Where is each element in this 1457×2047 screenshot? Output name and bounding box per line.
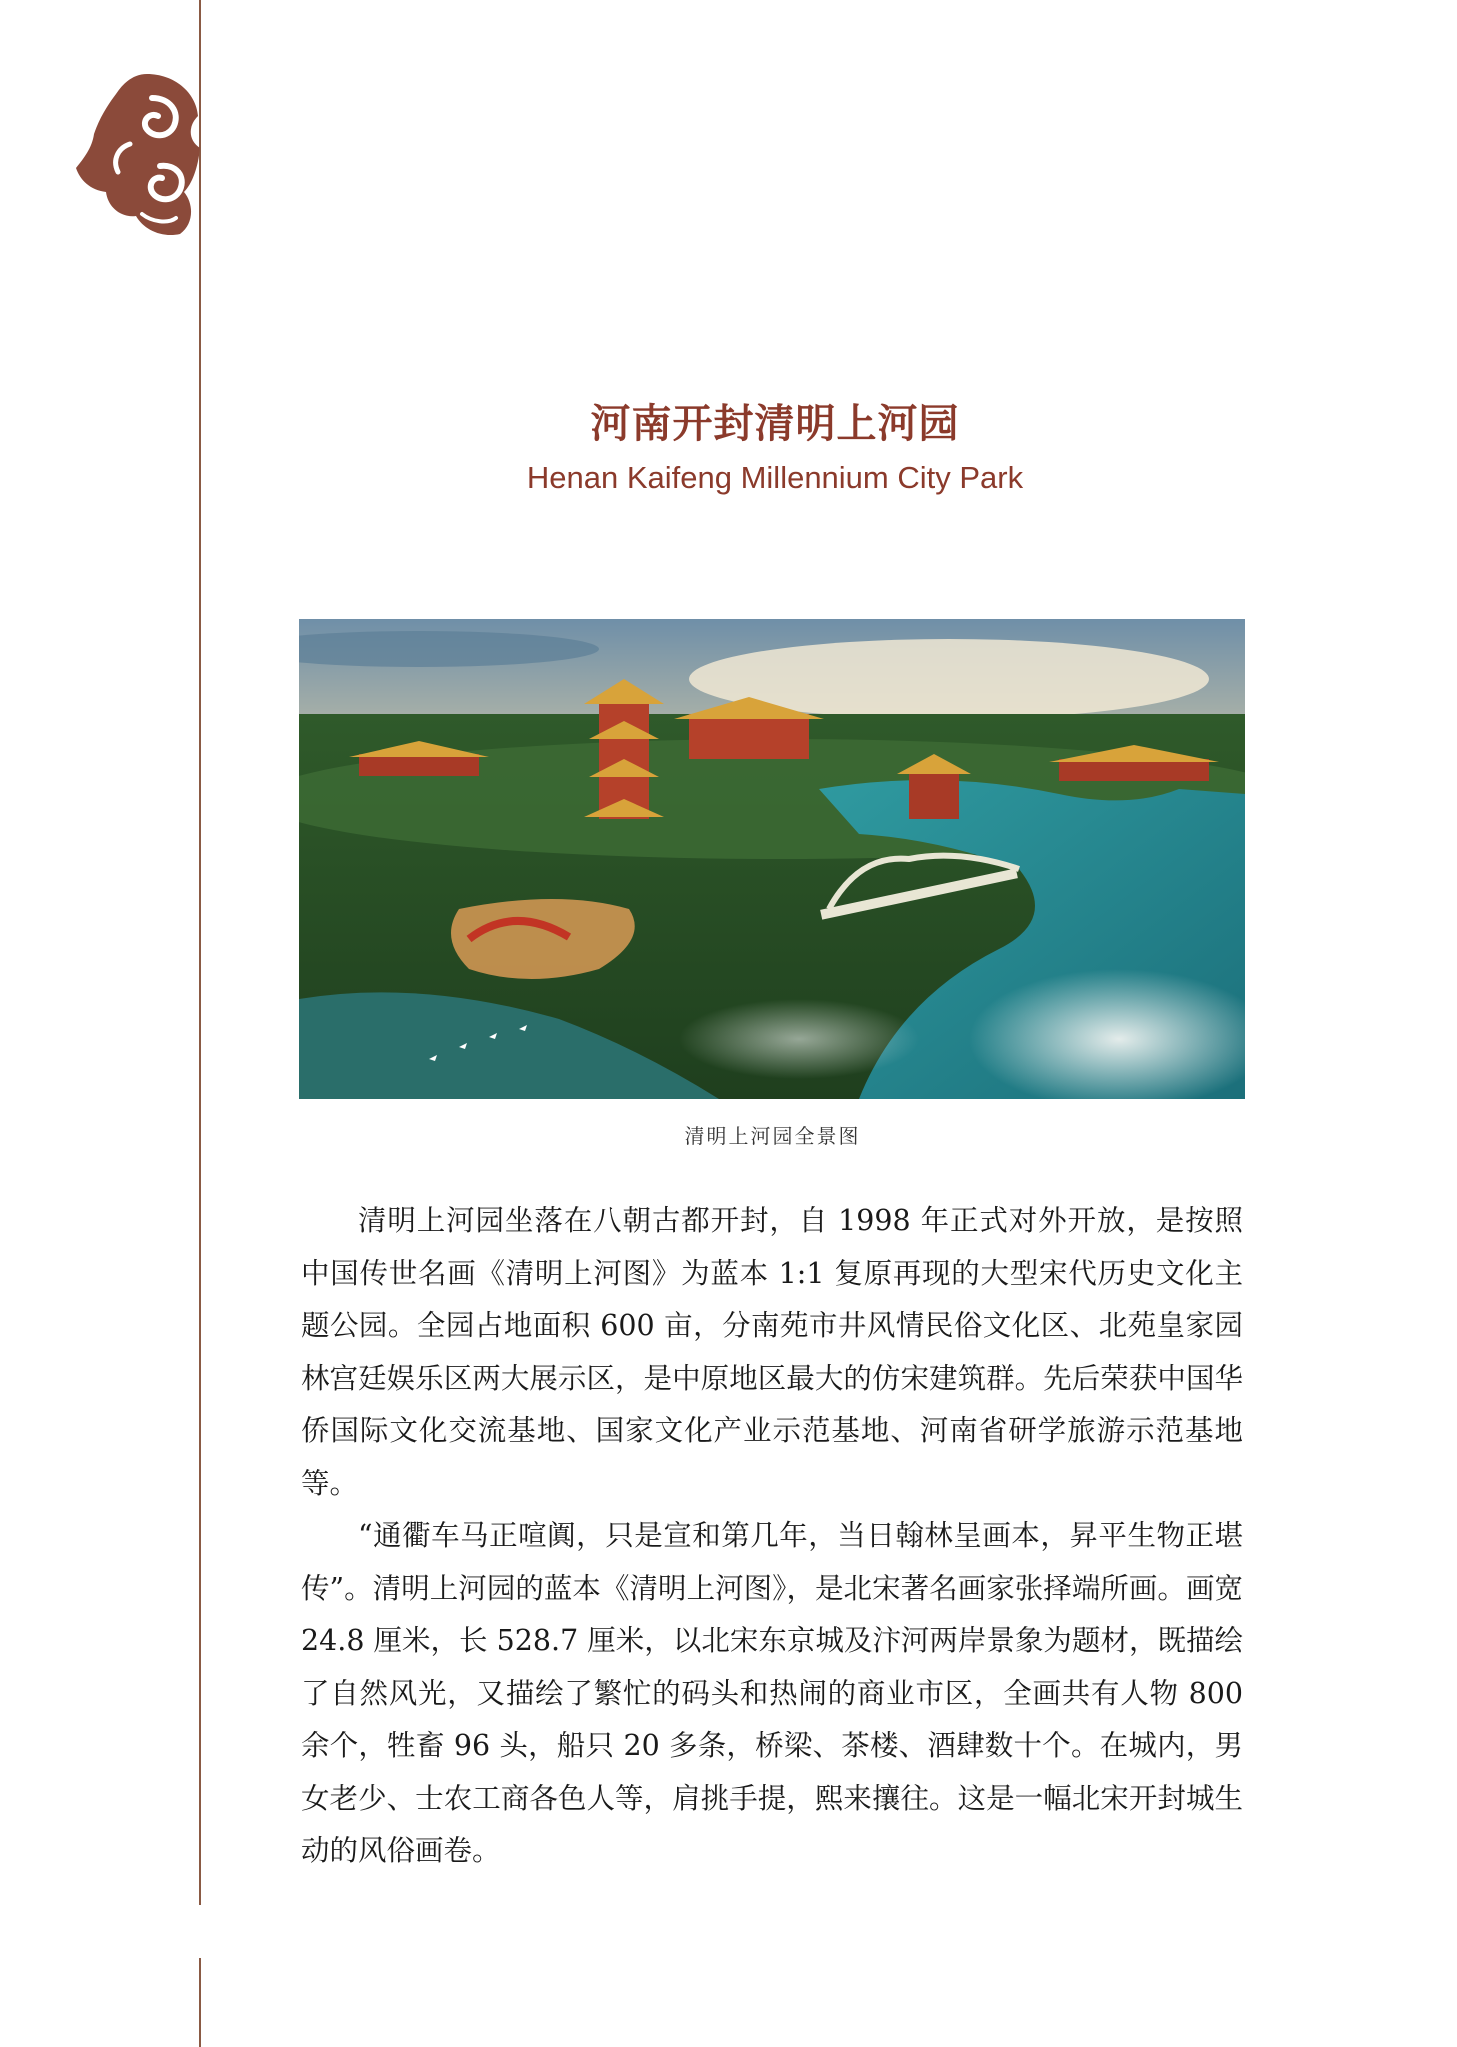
article-body xyxy=(301,1195,1243,1878)
paragraph: 清明上河园坐落在八朝古都开封，自 1998 年正式对外开放，是按照中国传世名画《清明上河图》为蓝本 1:1 复原再现的大型宋代历史文化主题公园。全园占地面积 600 亩，分南苑市井风情民俗文化区、北苑皇家园林宫廷娱乐区两大展示区，是中原地区最大的仿宋建筑群。先后荣获中国华侨国际文化交流基地、国家文化产业示范基地、河南省研学旅游示范基地等。 xyxy=(301,1204,1243,1500)
margin-rule-top xyxy=(199,0,201,1905)
auspicious-cloud-icon xyxy=(72,68,202,238)
page-subtitle: Henan Kaifeng Millennium City Park xyxy=(526,460,1024,495)
park-panorama-photo xyxy=(299,619,1245,1099)
page-title: 河南开封清明上河园 xyxy=(590,401,960,447)
photo-caption: 清明上河园全景图 xyxy=(684,1124,861,1148)
paragraph: “通衢车马正喧阗，只是宣和第几年，当日翰林呈画本，昇平生物正堪传”。清明上河园的蓝本《清明上河图》，是北宋著名画家张择端所画。画宽 24.8 厘米，长 528.7 厘米，以北宋东京城及汴河两岸景象为题材，既描绘了自然风光，又描绘了繁忙的码头和热闹的商业市区，全画共有人物 800 余个，牲畜 96 头，船只 20 多条，桥梁、茶楼、酒肆数十个。在城内，男女老少、士农工商各色人等，肩挑手提，熙来攘往。这是一幅北宋开封城生动的风俗画卷。 xyxy=(301,1519,1243,1867)
margin-rule-bottom xyxy=(199,1958,201,2047)
